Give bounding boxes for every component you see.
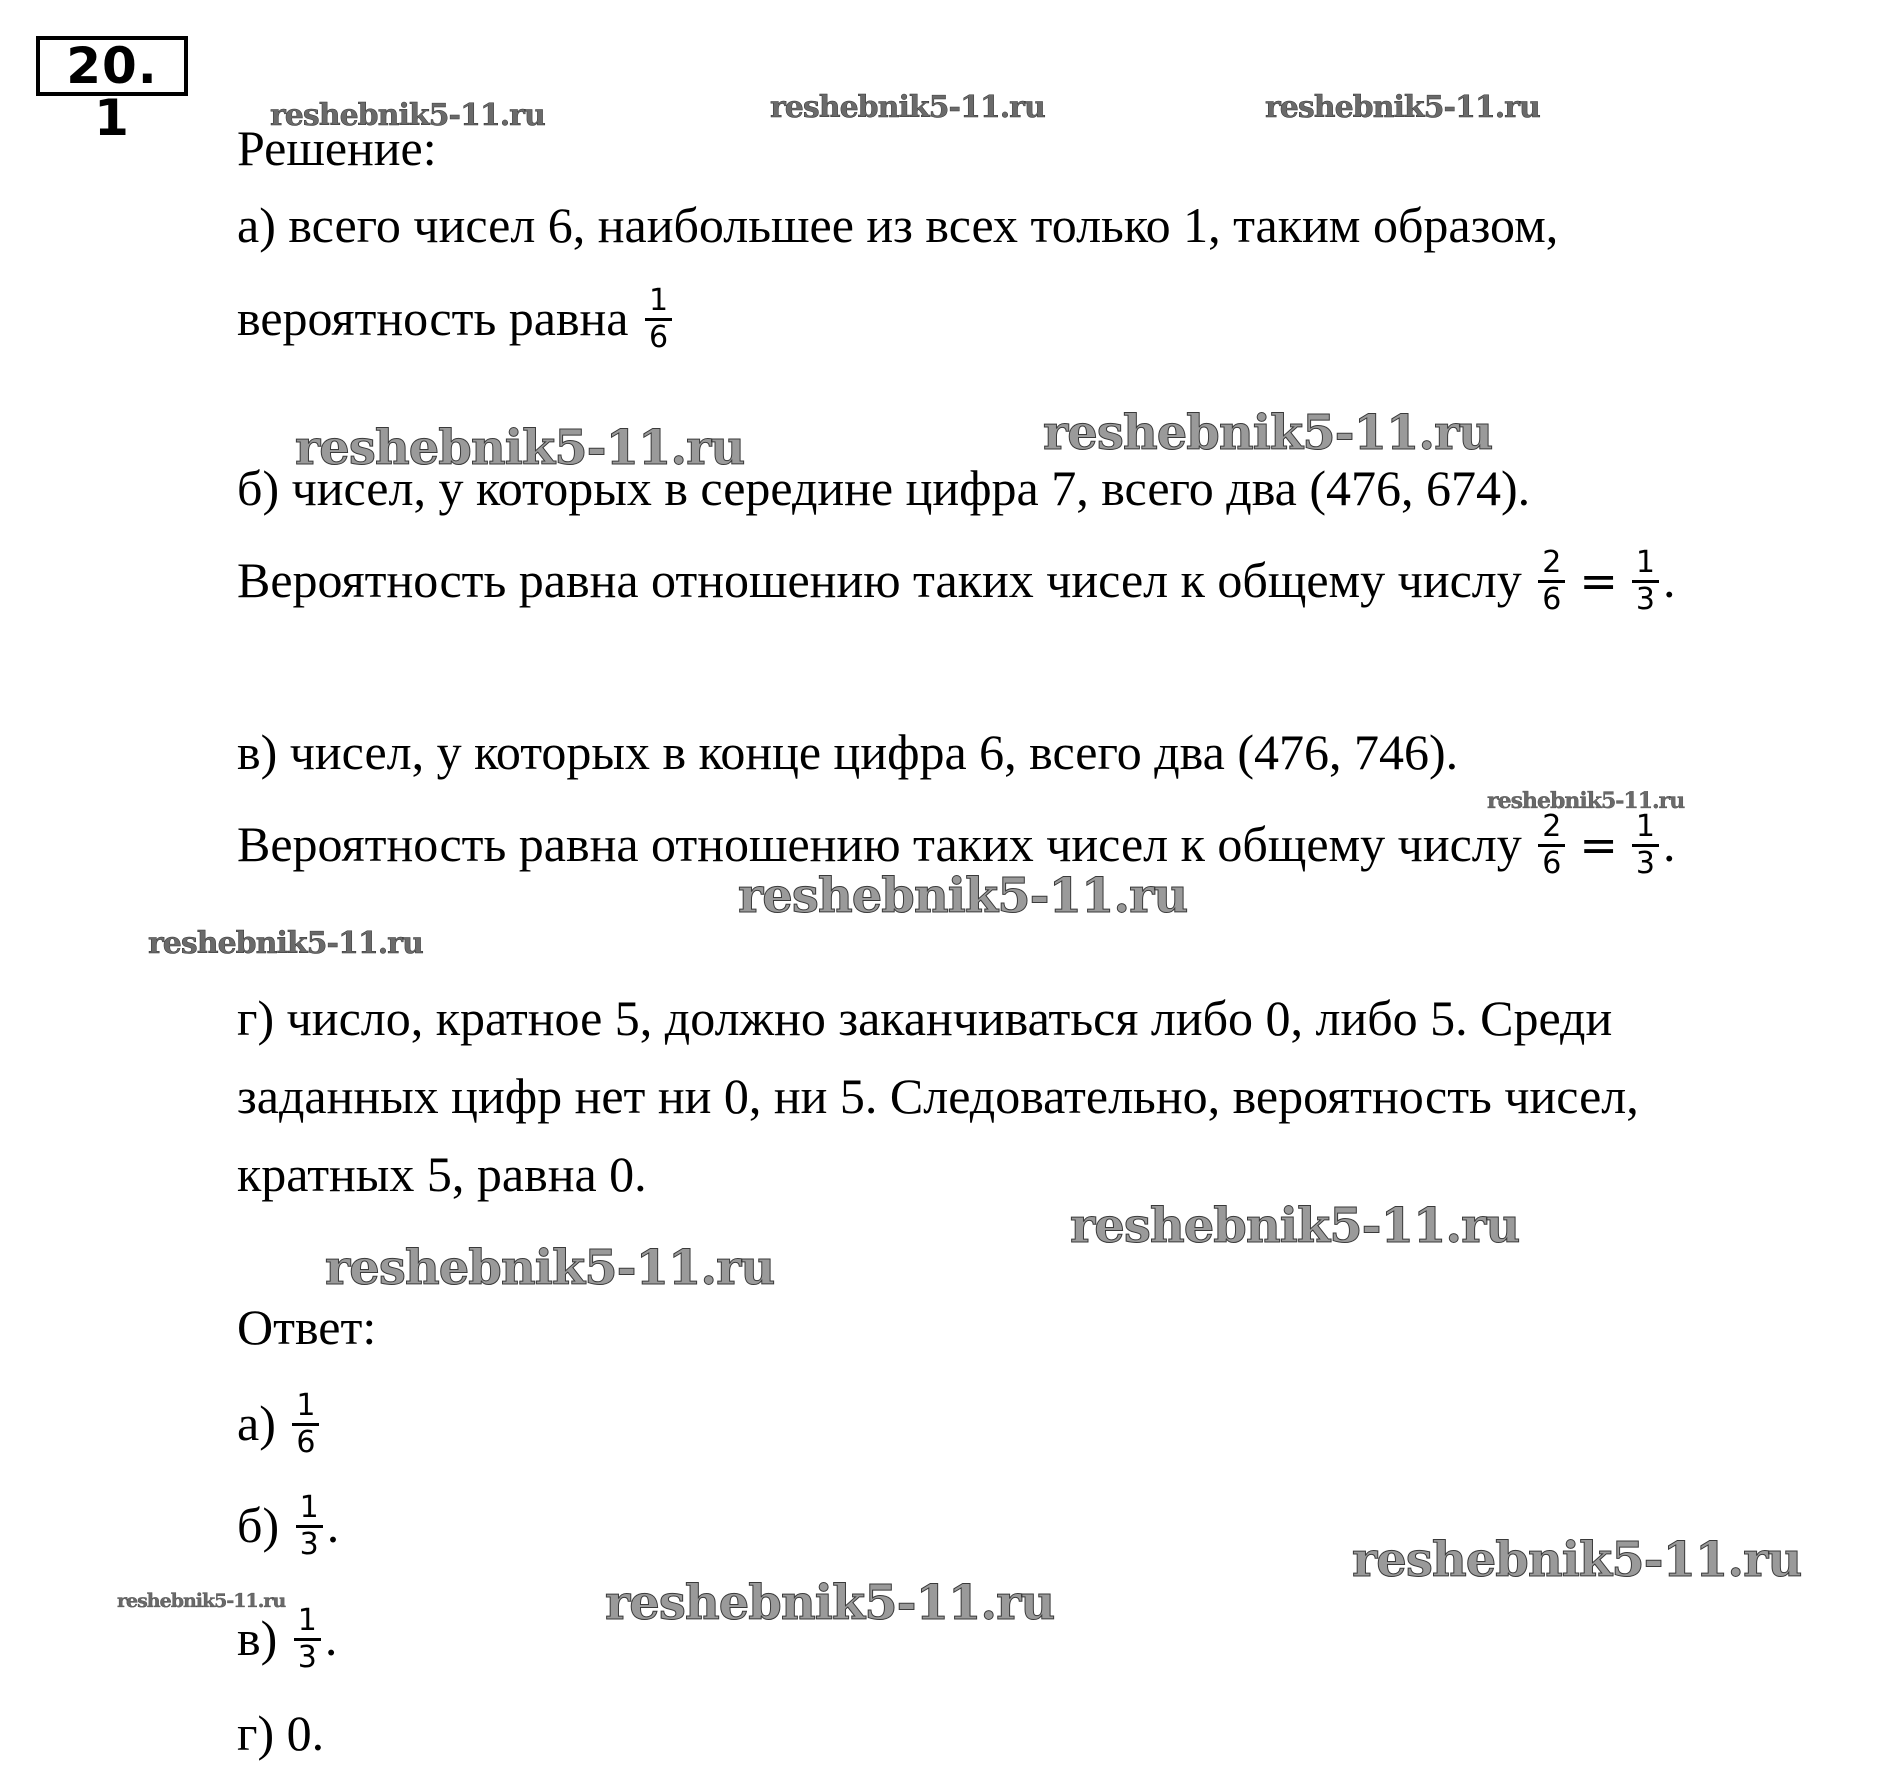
fraction-numerator: 1: [296, 1491, 323, 1528]
watermark: reshebnik5-11.ru: [1043, 405, 1493, 461]
fraction: [1632, 546, 1659, 617]
watermark: reshebnik5-11.ru: [117, 1590, 286, 1612]
watermark: reshebnik5-11.ru: [738, 868, 1188, 924]
fraction: [292, 1389, 319, 1460]
solution-b-line1: б) чисел, у которых в середине цифра 7, всего два (476, 674).: [237, 460, 1531, 516]
watermark: reshebnik5-11.ru: [1070, 1198, 1520, 1254]
period: .: [1662, 552, 1676, 608]
fraction: [294, 1604, 321, 1675]
fraction-denominator: 6: [296, 1425, 316, 1461]
solution-a-line2: [237, 283, 676, 359]
fraction: [1538, 810, 1565, 881]
watermark: reshebnik5-11.ru: [295, 420, 745, 476]
answer-g: г) 0.: [237, 1705, 325, 1761]
fraction-denominator: 6: [1542, 582, 1562, 618]
fraction: [1538, 546, 1565, 617]
fraction: [296, 1491, 323, 1562]
answer-label: а): [237, 1395, 276, 1451]
solution-heading: Решение:: [237, 120, 437, 176]
fraction-numerator: 1: [645, 284, 672, 321]
solution-v-line1: в) чисел, у которых в конце цифра 6, всего два (476, 746).: [237, 724, 1459, 780]
watermark: reshebnik5-11.ru: [1352, 1532, 1802, 1588]
answer-label: б): [237, 1497, 280, 1553]
fraction-numerator: 1: [294, 1604, 321, 1641]
fraction-denominator: 3: [1635, 846, 1655, 882]
fraction-numerator: 1: [1632, 546, 1659, 583]
solution-b-text: Вероятность равна отношению таких чисел к общему числу: [237, 552, 1522, 608]
solution-b-line2: [237, 545, 1676, 621]
watermark: reshebnik5-11.ru: [770, 90, 1045, 125]
fraction-denominator: 3: [299, 1527, 319, 1563]
fraction-denominator: 6: [649, 320, 669, 356]
answer-v: [237, 1603, 338, 1679]
solution-v-line2: [237, 809, 1676, 885]
solution-v-text: Вероятность равна отношению таких чисел к общему числу: [237, 816, 1522, 872]
fraction: [645, 284, 672, 355]
watermark: reshebnik5-11.ru: [605, 1575, 1055, 1631]
answer-heading: Ответ:: [237, 1299, 377, 1355]
fraction-numerator: 2: [1538, 546, 1565, 583]
answer-b: [237, 1490, 340, 1566]
solution-g-line1: г) число, кратное 5, должно заканчиваться либо 0, либо 5. Среди: [237, 990, 1613, 1046]
fraction-numerator: 2: [1538, 810, 1565, 847]
fraction-numerator: 1: [1632, 810, 1659, 847]
period: .: [1662, 816, 1676, 872]
watermark: reshebnik5-11.ru: [270, 98, 545, 133]
answer-a: [237, 1388, 323, 1464]
watermark: reshebnik5-11.ru: [1265, 90, 1540, 125]
solution-a-text: вероятность равна: [237, 290, 629, 346]
period: .: [324, 1610, 338, 1666]
solution-a-line1: а) всего чисел 6, наибольшее из всех только 1, таким образом,: [237, 197, 1559, 253]
watermark: reshebnik5-11.ru: [148, 926, 423, 961]
solution-g-line2: заданных цифр нет ни 0, ни 5. Следовательно, вероятность чисел,: [237, 1068, 1639, 1124]
equals-sign: =: [1579, 554, 1618, 608]
solution-g-line3: кратных 5, равна 0.: [237, 1146, 647, 1202]
fraction-denominator: 6: [1542, 846, 1562, 882]
period: .: [326, 1497, 340, 1553]
fraction-denominator: 3: [1635, 582, 1655, 618]
fraction: [1632, 810, 1659, 881]
equals-sign: =: [1579, 818, 1618, 872]
fraction-numerator: 1: [292, 1389, 319, 1426]
watermark: reshebnik5-11.ru: [325, 1240, 775, 1296]
problem-number: 20. 1: [36, 36, 188, 96]
fraction-denominator: 3: [297, 1640, 317, 1676]
watermark: reshebnik5-11.ru: [1487, 788, 1685, 814]
answer-label: в): [237, 1610, 278, 1666]
